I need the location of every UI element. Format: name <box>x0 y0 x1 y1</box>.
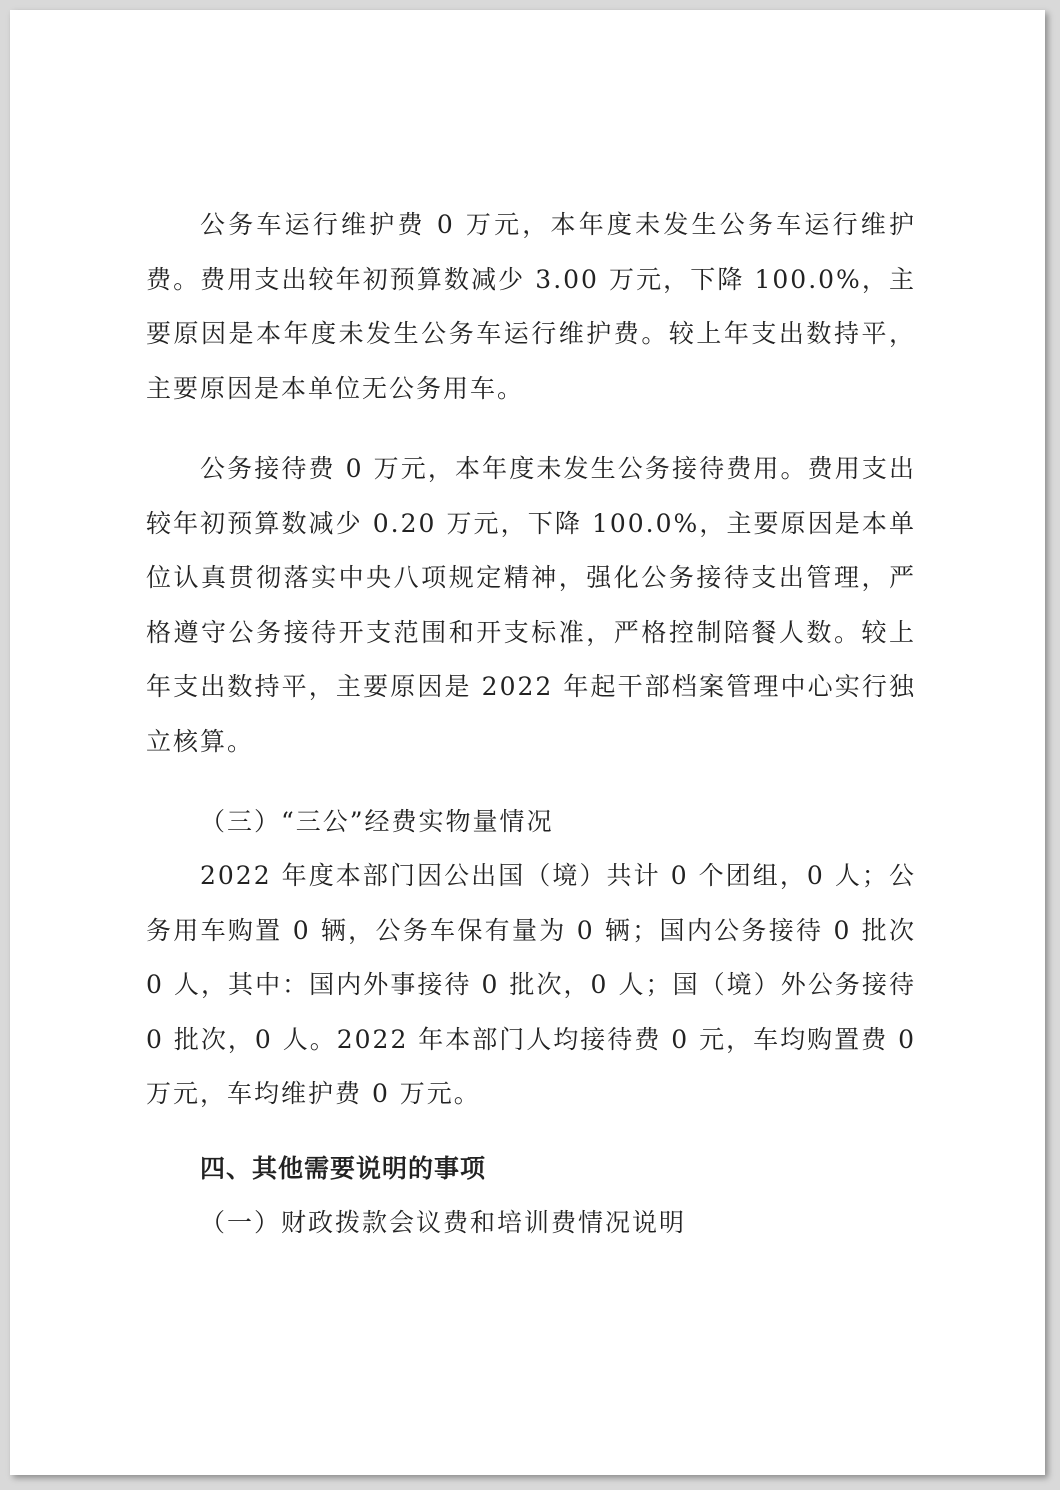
paragraph-vehicle-maintenance: 公务车运行维护费 0 万元，本年度未发生公务车运行维护费。费用支出较年初预算数减少 3.00 万元，下降 100.0%，主要原因是本年度未发生公务车运行维护费。较上年支出数持平，主要原因是本单位无公务用车。 <box>146 210 916 403</box>
subheading-physical-quantity: （三）“三公”经费实物量情况 <box>200 807 554 836</box>
paragraph-physical-quantity: 2022 年度本部门因公出国（境）共计 0 个团组，0 人；公务用车购置 0 辆，公务车保有量为 0 辆；国内公务接待 0 批次 0 人，其中：国内外事接待 0 批次，0 人；国（境）外公务接待 0 批次，0 人。2022 年本部门人均接待费 0 元，车均购置费 0 万元，车均维护费 0 万元。 <box>146 861 916 1108</box>
paragraph-reception-expense: 公务接待费 0 万元，本年度未发生公务接待费用。费用支出较年初预算数减少 0.20 万元，下降 100.0%，主要原因是本单位认真贯彻落实中央八项规定精神，强化公务接待支出管理，严格遵守公务接待开支范围和开支标准，严格控制陪餐人数。较上年支出数持平，主要原因是 2022 年起干部档案管理中心实行独立核算。 <box>146 454 916 756</box>
section-heading-other-matters: 四、其他需要说明的事项 <box>200 1153 487 1183</box>
subheading-meeting-training: （一）财政拨款会议费和培训费情况说明 <box>200 1207 687 1237</box>
document-body <box>146 198 916 1250</box>
document-page <box>10 10 1045 1475</box>
